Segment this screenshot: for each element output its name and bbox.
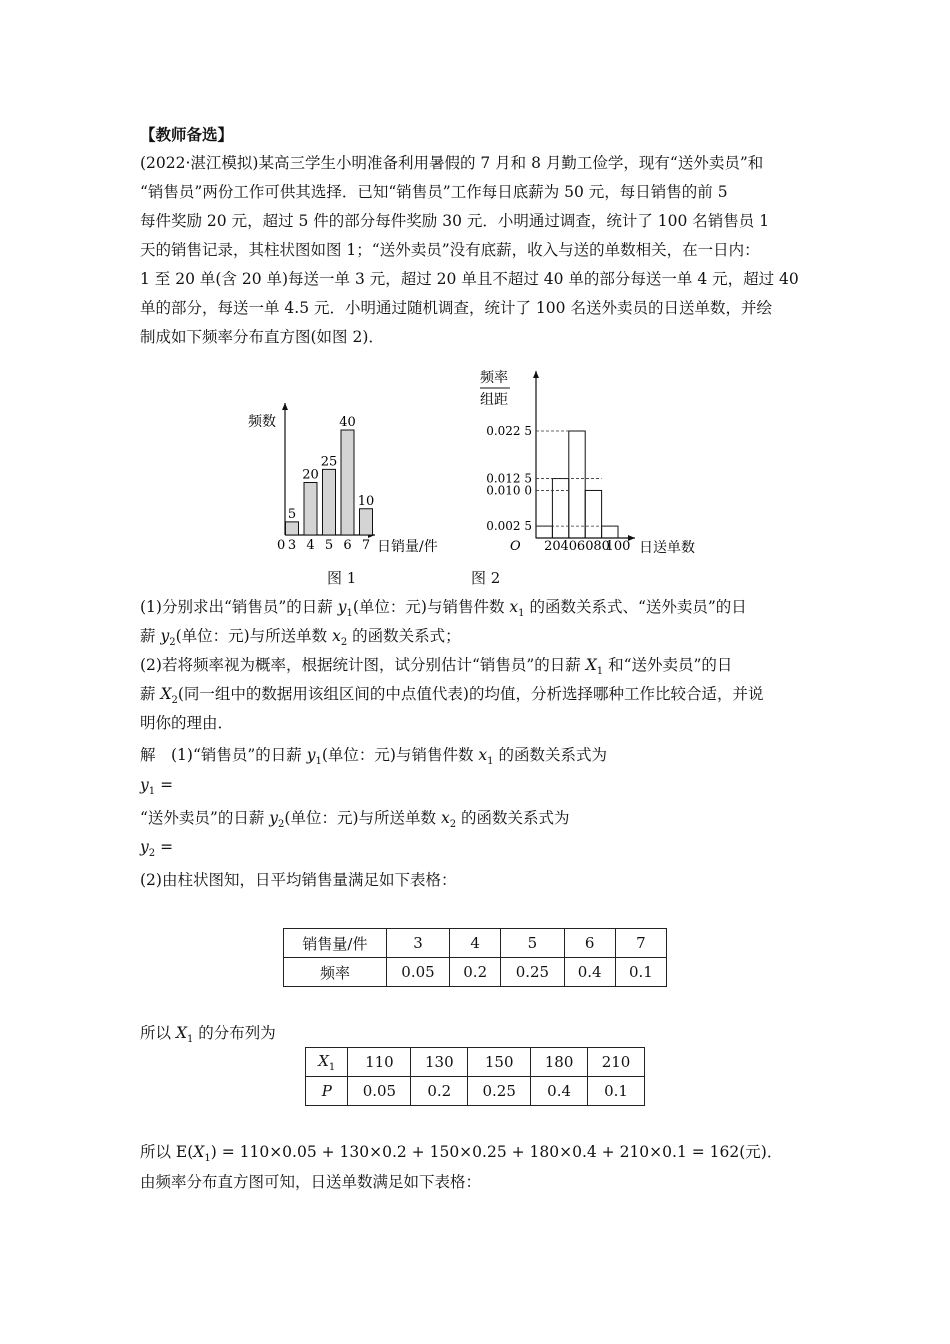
x-tick-label: 6	[343, 538, 352, 553]
x-tick-label: 20	[544, 539, 561, 554]
histogram-bar	[602, 526, 618, 538]
x-tick-label: 5	[324, 538, 334, 553]
table-cell: 0.25	[501, 958, 564, 987]
solution-line-6: 所以 $X_1$ 的分布列为	[140, 1024, 276, 1046]
y-tick-label: 0.012 5	[486, 471, 532, 486]
table-cell: 210	[588, 1048, 645, 1077]
solution-line-8: 由频率分布直方图可知，日送单数满足如下表格：	[140, 1173, 482, 1191]
y-tick-label: 0.010 0	[486, 483, 532, 498]
solution-line-3: “送外卖员”的日薪 $y_2$(单位：元)与所送单数 $x_2$ 的函数关系式为	[140, 809, 570, 831]
problem-line: 制成如下频率分布直方图(如图 2)．	[140, 328, 384, 346]
table-cell: 180	[531, 1048, 588, 1077]
solution-line-5: (2)由柱状图知，日平均销售量满足如下表格：	[140, 871, 457, 889]
question-1-line-2: 薪 $y_2$(单位：元)与所送单数 $x_2$ 的函数关系式；	[140, 627, 461, 649]
table-row	[284, 958, 667, 987]
table-cell: 130	[411, 1048, 468, 1077]
distribution-table	[305, 1047, 645, 1106]
table-row	[306, 1048, 645, 1077]
data-label: 20	[302, 467, 319, 483]
question-2-line-1: (2)若将频率视为概率，根据统计图，试分别估计“销售员”的日薪 $X_1$ 和“送外卖员”的日	[140, 656, 733, 678]
table-row	[306, 1077, 645, 1106]
section-heading: 【教师备选】	[140, 125, 234, 144]
table-cell: 0.05	[348, 1077, 411, 1106]
solution-line-7: 所以 $E(X_1) = 110\times 0.05 + 130\times 0.2 + 150\times 0.25 + 180\times 0.4 + 210\times 0.1 = 162$(元)．	[140, 1143, 783, 1165]
x-tick-label: 60	[576, 539, 594, 554]
table-cell: 0.25	[468, 1077, 531, 1106]
x-axis-label: 日送单数	[639, 540, 695, 556]
bar	[341, 430, 354, 535]
data-label: 25	[320, 454, 338, 470]
data-label: 5	[287, 506, 297, 522]
y-tick-label: 0.022 5	[486, 424, 532, 438]
bar	[323, 469, 336, 535]
origin-label: O	[510, 539, 521, 554]
x-tick-label: 100	[605, 539, 631, 554]
solution-line-4: $y_2$ =	[140, 838, 174, 860]
problem-line: “销售员”两份工作可供其选择．已知“销售员”工作每日底薪为 50 元，每日销售的前 5	[140, 183, 728, 201]
question-2-line-2: 薪 $X_2$(同一组中的数据用该组区间的中点值代表)的均值，分析选择哪种工作比较合适，并说	[140, 685, 764, 707]
table-cell: 5	[501, 929, 564, 958]
x-tick-label: 40	[560, 539, 578, 554]
x-axis-label: 日销量/件	[377, 539, 438, 555]
solution-line-1: 解 (1)“销售员”的日薪 $y_1$(单位：元)与销售件数 $x_1$ 的函数关系式为	[140, 746, 607, 768]
histogram-bar	[585, 490, 601, 538]
problem-line: (2022·湛江模拟)某高三学生小明准备利用暑假的 7 月和 8 月勤工俭学，现有“送外卖员”和	[140, 154, 764, 172]
x-tick-label: 4	[306, 538, 315, 553]
origin-label: 0	[277, 538, 286, 553]
data-label: 10	[357, 493, 375, 509]
table-cell: 6	[564, 929, 615, 958]
table-cell: 0.4	[564, 958, 615, 987]
data-label: 40	[339, 415, 356, 430]
table-cell: 0.2	[450, 958, 501, 987]
table-cell: 0.4	[531, 1077, 588, 1106]
histogram-bar	[569, 431, 585, 538]
figure-1-caption: 图 1	[327, 569, 357, 587]
table-cell: 0.1	[615, 958, 666, 987]
bar	[286, 522, 299, 535]
question-1-line-1: (1)分别求出“销售员”的日薪 $y_1$(单位：元)与销售件数 $x_1$ 的函数关系式、“送外卖员”的日	[140, 598, 747, 620]
x-tick-label: 3	[287, 538, 297, 553]
y-axis-label: 频数	[248, 414, 276, 430]
figure-1-bar-chart	[240, 395, 460, 560]
figure-2-caption: 图 2	[471, 569, 501, 587]
table-cell: 3	[386, 929, 449, 958]
table-cell: P	[306, 1077, 348, 1106]
table-row	[284, 929, 667, 958]
table-cell: 0.05	[386, 958, 449, 987]
bar	[304, 483, 317, 536]
problem-line: 单的部分，每送一单 4.5 元．小明通过随机调查，统计了 100 名送外卖员的日送单数，并绘	[140, 299, 772, 317]
figure-2-histogram	[460, 365, 710, 560]
table-cell: $X_1$	[306, 1048, 348, 1077]
question-2-line-3: 明你的理由．	[140, 714, 234, 732]
histogram-bar	[552, 479, 568, 538]
y-axis-label-bottom: 组距	[480, 392, 508, 408]
problem-line: 天的销售记录，其柱状图如图 1；“送外卖员”没有底薪，收入与送的单数相关，在一日内：	[140, 241, 760, 259]
x-tick-label: 80	[593, 539, 610, 554]
problem-line: 1 至 20 单(含 20 单)每送一单 3 元，超过 20 单且不超过 40 单的部分每送一单 4 元，超过 40	[140, 270, 799, 288]
y-axis-arrow	[282, 403, 288, 410]
table-cell: 150	[468, 1048, 531, 1077]
bar	[360, 509, 373, 535]
sales-frequency-table	[283, 928, 667, 987]
table-cell: 4	[450, 929, 501, 958]
y-tick-label: 0.002 5	[486, 519, 532, 534]
y-axis-arrow	[533, 371, 539, 378]
histogram-bar	[536, 526, 552, 538]
table-cell: 0.2	[411, 1077, 468, 1106]
x-tick-label: 7	[361, 538, 371, 553]
table-cell: 销售量/件	[284, 929, 387, 958]
table-cell: 7	[615, 929, 666, 958]
table-cell: 110	[348, 1048, 411, 1077]
solution-line-2: $y_1$ =	[140, 776, 174, 798]
table-cell: 频率	[284, 958, 387, 987]
problem-line: 每件奖励 20 元，超过 5 件的部分每件奖励 30 元．小明通过调查，统计了 100 名销售员 1	[140, 212, 770, 230]
y-axis-label-top: 频率	[480, 370, 508, 386]
table-cell: 0.1	[588, 1077, 645, 1106]
